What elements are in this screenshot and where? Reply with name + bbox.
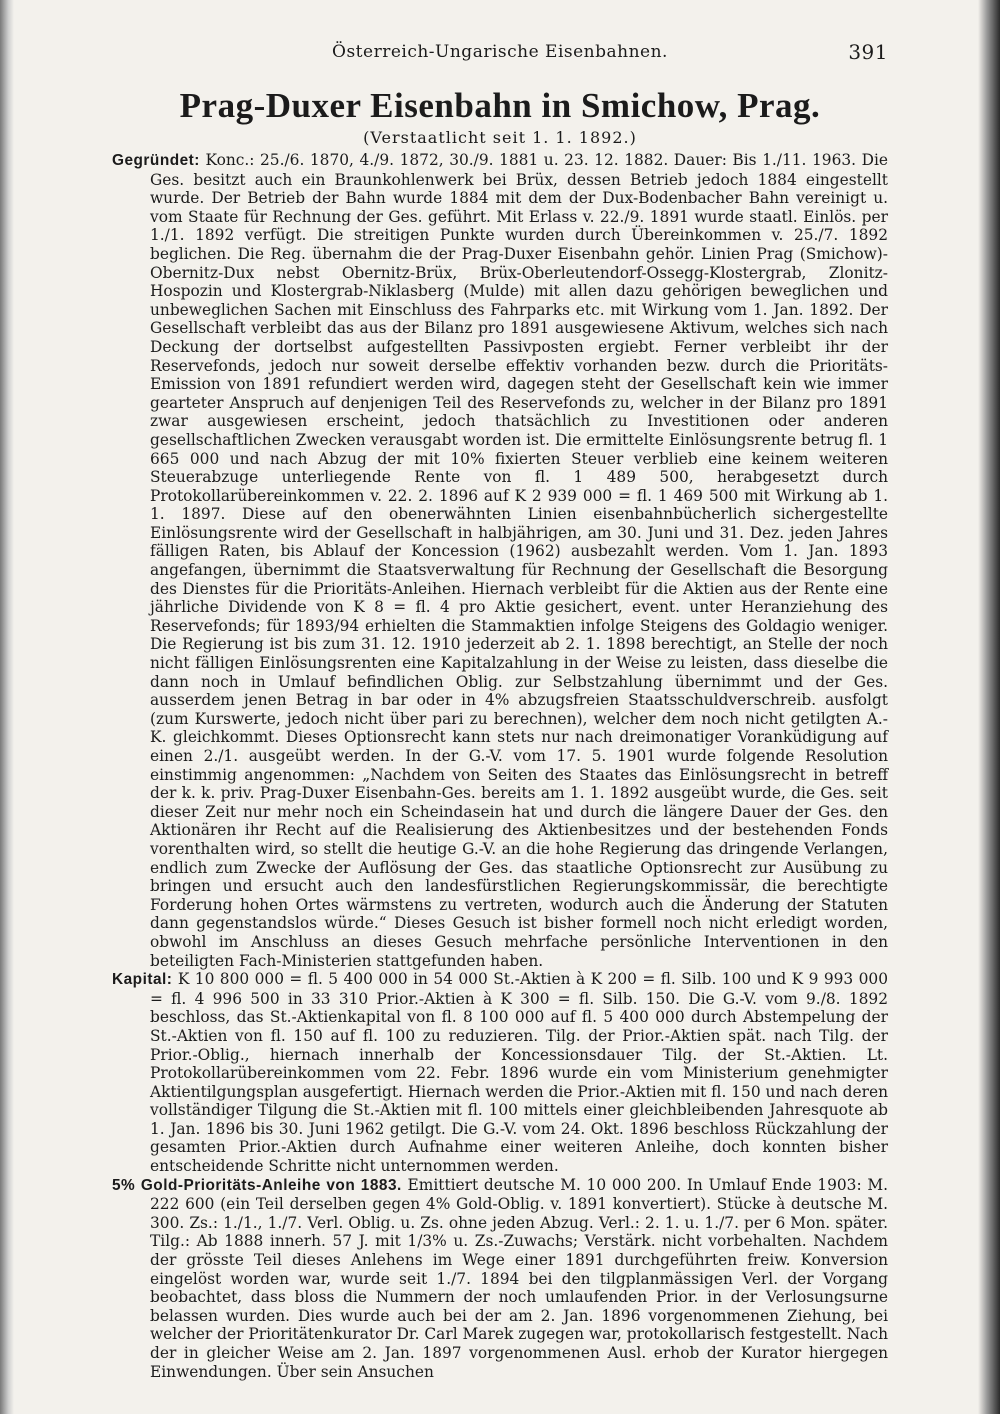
running-title: Österreich-Ungarische Eisenbahnen.	[332, 42, 668, 62]
section-label: 5% Gold-Prioritäts-Anleihe von 1883.	[112, 1176, 402, 1194]
section-text: Konc.: 25./6. 1870, 4./9. 1872, 30./9. 1881 u. 23. 12. 1882. Dauer: Bis 1./11. 1963. Die Ges. besitzt auch ein Braunkohlenwerk bei Brüx, dessen Betrieb jedoch 1884 eingestellt wurde. Der Betrieb der Bahn wurde 1884 mit dem der Dux-Bodenbacher Bahn vereinigt u. vom Staate für Rechnung der Ges. geführt. Mit Erlass v. 22./9. 1891 wurde staatl. Einlös. per 1./1. 1892 verfügt. Die streitigen Punkte wurden durch Übereinkommen v. 25./7. 1892 beglichen. Die Reg. übernahm die der Prag-Duxer Eisenbahn gehör. Linien Prag (Smichow)-Obernitz-Dux nebst Obernitz-Brüx, Brüx-Oberleutendorf-Ossegg-Klostergrab, Zlonitz-Hospozin und Klostergrab-Niklasberg (Mulde) mit allen dazu gehörigen beweglichen und unbeweglichen Sachen mit Einschluss des Fahrparks etc. mit Wirkung vom 1. Jan. 1892. Der Gesellschaft verbleibt das aus der Bilanz pro 1891 ausgewiesene Aktivum, welches sich nach Deckung der dortselbst aufgestellten Passivposten ergiebt. Ferner verbleibt ihr der Reservefonds, jedoch nur soweit derselbe effektiv vorhanden bezw. durch die Prioritäts-Emission von 1891 refundiert werden wird, dagegen steht der Gesellschaft kein wie immer gearteter Anspruch auf denjenigen Teil des Reservefonds zu, welcher in der Bilanz pro 1891 zwar ausgewiesen erscheint, jedoch thatsächlich zu Investitionen oder anderen gesellschaftlichen Zwecken verausgabt worden ist. Die ermittelte Einlösungsrente betrug fl. 1 665 000 und nach Abzug der mit 10% fixierten Steuer verblieb eine keinem weiteren Steuerabzuge unterliegende Rente von fl. 1 489 500, herabgesetzt durch Protokollarübereinkommen v. 22. 2. 1896 auf K 2 939 000 = fl. 1 469 500 mit Wirkung ab 1. 1. 1897. Diese auf den obenerwähnten Linien eisenbahnbücherlich sichergestellte Einlösungsrente wird der Gesellschaft in halbjährigen, am 30. Juni und 31. Dez. jeden Jahres fälligen Raten, bis Ablauf der Koncession (1962) ausbezahlt werden. Vom 1. Jan. 1893 angefangen, übernimmt die Staatsverwaltung für Rechnung der Gesellschaft die Besorgung des Dienstes für die Prioritäts-Anleihen. Hiernach verbleibt für die Aktien aus der Rente eine jährliche Dividende von K 8 = fl. 4 pro Aktie gesichert, event. unter Heranziehung des Reservefonds; für 1893/94 erhielten die Stammaktien infolge Steigens des Goldagio weniger. Die Regierung ist bis zum 31. 12. 1910 jederzeit ab 2. 1. 1898 berechtigt, an Stelle der noch nicht fälligen Einlösungsrenten eine Kapitalzahlung in der Weise zu leisten, dass dieselbe die dann noch in Umlauf befindlichen Oblig. zur Selbstzahlung übernimmt und der Ges. ausserdem jenen Betrag in bar oder in 4% abzugsfreien Staatsschuldverschreib. ausfolgt (zum Kurswerte, jedoch nicht über pari zu berechnen), welcher dem noch nicht getilgten A.-K. gleichkommt. Dieses Optionsrecht kann stets nur nach dreimonatiger Voranküdigung auf einen 2./1. ausgeübt werden. In der G.-V. vom 17. 5. 1901 wurde folgende Resolution einstimmig angenommen: „Nachdem von Seiten des Staates das Einlösungsrecht in betreff der k. k. priv. Prag-Duxer Eisenbahn-Ges. bereits am 1. 1. 1892 ausgeübt wurde, die Ges. seit dieser Zeit nur mehr noch ein Scheindasein hat und durch die längere Dauer der Ges. den Aktionären ihr Recht auf die Realisierung des Aktienbesitzes und der bestehenden Fonds vorenthalten wird, so stellt die heutige G.-V. an die hohe Regierung das dringende Verlangen, endlich zum Zwecke der Auflösung der Ges. das staatliche Optionsrecht zur Ausübung zu bringen und ersucht auch den landesfürstlichen Regierungskommissär, die berechtigte Forderung hohen Ortes wärmstens zu vertreten, wodurch auch die Änderung der Statuten dann gegenstandslos würde.“ Dieses Gesuch ist bisher formell noch nicht erledigt worden, obwohl im Anschluss an dieses Gesuch mehrfache persönliche Interventionen in den beteiligten Fach-Ministerien stattgefunden haben.	[150, 151, 888, 970]
section-kapital	[112, 970, 888, 1176]
section-text: Emittiert deutsche M. 10 000 200. In Umlauf Ende 1903: M. 222 600 (ein Teil derselben gegen 4% Gold-Oblig. v. 1891 konvertiert). Stücke à deutsche M. 300. Zs.: 1./1., 1./7. Verl. Oblig. u. Zs. ohne jeden Abzug. Verl.: 2. 1. u. 1./7. per 6 Mon. später. Tilg.: Ab 1888 innerh. 57 J. mit 1/3% u. Zs.-Zuwachs; Verstärk. nicht vorbehalten. Nachdem der grösste Teil dieses Anlehens im Wege einer 1891 durchgeführten freiw. Konversion eingelöst worden war, wurde seit 1./7. 1894 bei den tilgplanmässigen Verl. der Vorgang beobachtet, dass bloss die Nummern der noch umlaufenden Prior. in der Verlosungsurne belassen wurden. Dies wurde auch bei der am 2. Jan. 1896 vorgenommenen Ziehung, bei welcher der Prioritätenkurator Dr. Carl Marek zugegen war, protokollarisch festgestellt. Nach der in gleicher Weise am 2. Jan. 1897 vorgenommenen Ausl. erhob der Kurator hiergegen Einwendungen. Über sein Ansuchen	[150, 1175, 888, 1381]
page-number: 391	[848, 40, 888, 64]
section-gegruendet	[112, 151, 888, 970]
page-edge-shadow-right	[978, 0, 1000, 1414]
page-content	[112, 40, 888, 1381]
section-label: Kapital:	[112, 971, 173, 989]
article-title: Prag-Duxer Eisenbahn in Smichow, Prag.	[179, 86, 821, 125]
article-subtitle: (Verstaatlicht seit 1. 1. 1892.)	[363, 128, 637, 147]
page-edge-shadow-left	[0, 0, 14, 1414]
section-text: K 10 800 000 = fl. 5 400 000 in 54 000 St.-Aktien à K 200 = fl. Silb. 100 und K 9 993 000 = fl. 4 996 500 in 33 310 Prior.-Aktien à K 300 = fl. Silb. 150. Die G.-V. vom 9./8. 1892 beschloss, das St.-Aktienkapital von fl. 8 100 000 auf fl. 5 400 000 durch Abstempelung der St.-Aktien von fl. 150 auf fl. 100 zu reduzieren. Tilg. der Prior.-Aktien spät. nach Tilg. der Prior.-Oblig., hiernach innerhalb der Koncessionsdauer Tilg. der St.-Aktien. Lt. Protokollarübereinkommen vom 22. Febr. 1896 wurde ein vom Ministerium genehmigter Aktientilgungsplan ausgefertigt. Hiernach werden die Prior.-Aktien mit fl. 150 und nach deren vollständiger Tilgung die St.-Aktien mit fl. 100 mittels einer gleichbleibenden Jahresquote ab 1. Jan. 1896 bis 30. Juni 1962 getilgt. Die G.-V. vom 24. Okt. 1896 beschloss Rückzahlung der gesamten Prior.-Aktien durch Aufnahme einer weiteren Anleihe, doch konnten bisher entscheidende Schritte nicht unternommen werden.	[150, 970, 888, 1176]
section-gold-prioritaets-anleihe	[112, 1175, 888, 1382]
section-label: Gegründet:	[112, 152, 200, 169]
running-header	[112, 40, 888, 70]
